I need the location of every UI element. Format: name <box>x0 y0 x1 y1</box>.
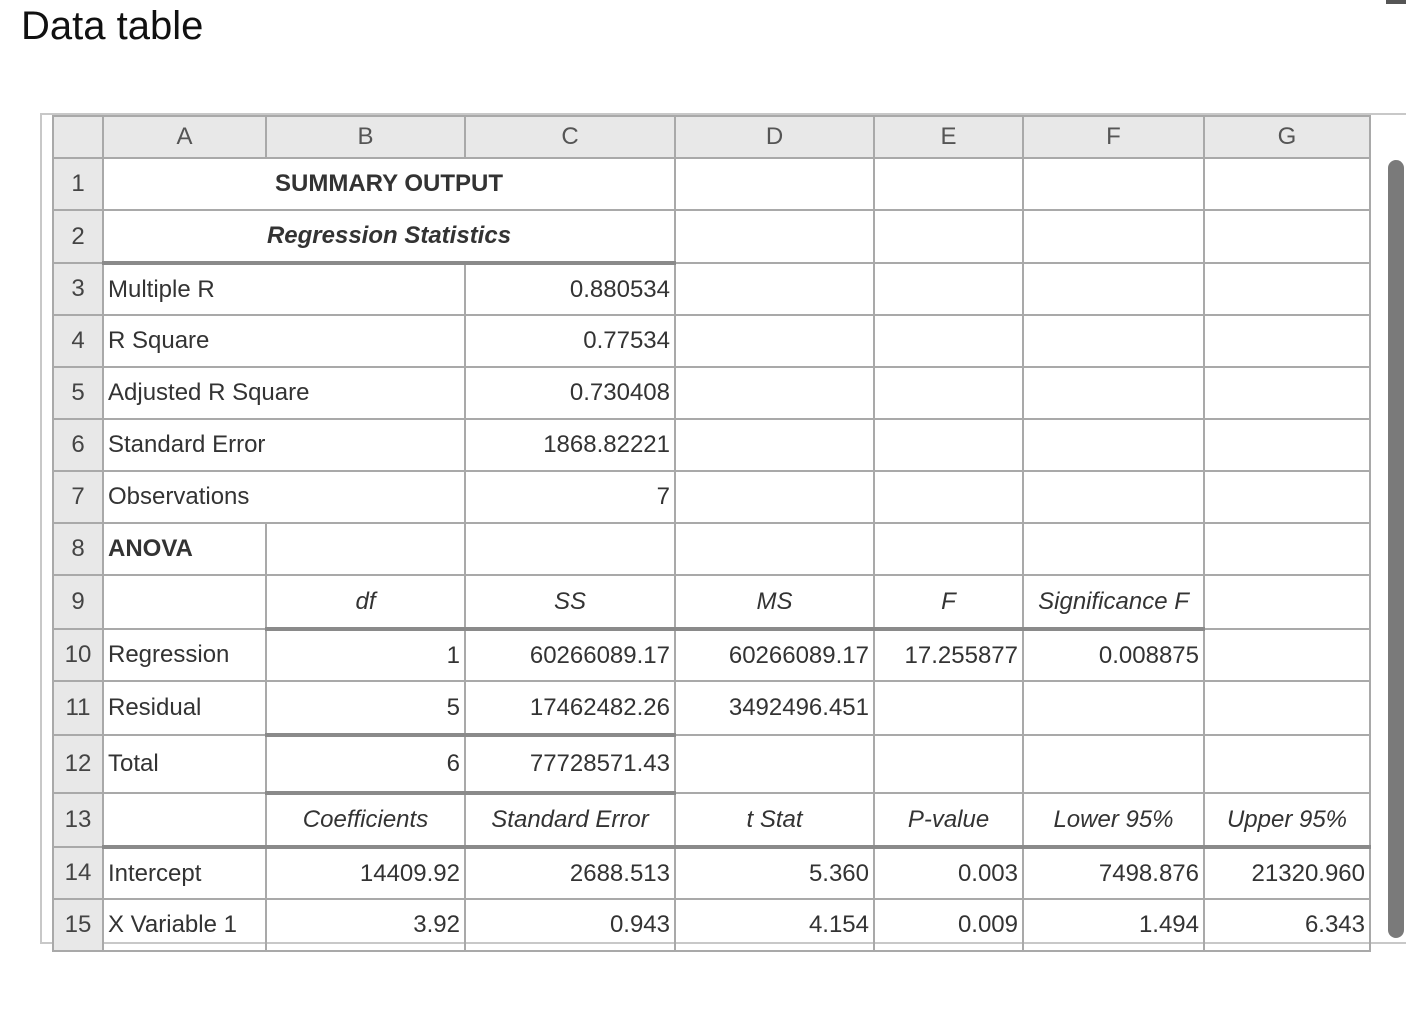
column-header-f[interactable]: F <box>1023 116 1204 158</box>
row-number: 10 <box>53 629 103 681</box>
anova-f <box>874 681 1023 735</box>
page-title: Data table <box>21 4 204 48</box>
table-row <box>53 899 1370 951</box>
cell[interactable] <box>675 471 874 523</box>
table-row <box>53 629 1370 681</box>
coef-p-value: 0.003 <box>874 847 1023 899</box>
coef-t-stat: 4.154 <box>675 899 874 951</box>
stat-value: 1868.82221 <box>465 419 675 471</box>
corner-cell <box>53 116 103 158</box>
cell[interactable] <box>103 793 266 847</box>
cell[interactable] <box>1204 735 1370 793</box>
column-header-b[interactable]: B <box>266 116 465 158</box>
coef-row-label: X Variable 1 <box>103 899 266 951</box>
cell[interactable] <box>103 575 266 629</box>
anova-ss: 60266089.17 <box>465 629 675 681</box>
row-number: 14 <box>53 847 103 899</box>
anova-df: 5 <box>266 681 465 735</box>
cell[interactable] <box>675 158 874 210</box>
row-number: 15 <box>53 899 103 951</box>
stat-label: Observations <box>103 471 465 523</box>
anova-row-label: Regression <box>103 629 266 681</box>
cell[interactable] <box>874 263 1023 315</box>
table-row <box>53 575 1370 629</box>
cell[interactable] <box>1204 629 1370 681</box>
anova-row-label: Residual <box>103 681 266 735</box>
stat-label: Multiple R <box>103 263 465 315</box>
row-number: 4 <box>53 315 103 367</box>
column-header-e[interactable]: E <box>874 116 1023 158</box>
coef-row-label: Intercept <box>103 847 266 899</box>
stat-value: 0.730408 <box>465 367 675 419</box>
anova-row-label: Total <box>103 735 266 793</box>
cell[interactable] <box>1023 367 1204 419</box>
cell[interactable] <box>1023 210 1204 263</box>
anova-df: 6 <box>266 735 465 793</box>
row-number: 11 <box>53 681 103 735</box>
table-row <box>53 315 1370 367</box>
anova-ss: 17462482.26 <box>465 681 675 735</box>
row-number: 5 <box>53 367 103 419</box>
coef-header-t-stat: t Stat <box>675 793 874 847</box>
row-number: 2 <box>53 210 103 263</box>
stat-label: Standard Error <box>103 419 465 471</box>
table-row <box>53 523 1370 575</box>
column-header-c[interactable]: C <box>465 116 675 158</box>
cell[interactable] <box>675 419 874 471</box>
coef-value: 3.92 <box>266 899 465 951</box>
cell[interactable] <box>1023 315 1204 367</box>
anova-df: 1 <box>266 629 465 681</box>
row-number: 1 <box>53 158 103 210</box>
anova-ms <box>675 735 874 793</box>
stat-value: 0.77534 <box>465 315 675 367</box>
coef-lower-95: 7498.876 <box>1023 847 1204 899</box>
anova-ms: 60266089.17 <box>675 629 874 681</box>
cell[interactable] <box>874 523 1023 575</box>
anova-significance-f <box>1023 681 1204 735</box>
row-number: 9 <box>53 575 103 629</box>
anova-f <box>874 735 1023 793</box>
table-row <box>53 735 1370 793</box>
cell[interactable] <box>675 367 874 419</box>
cell[interactable] <box>1204 158 1370 210</box>
coef-header-lower-95: Lower 95% <box>1023 793 1204 847</box>
anova-header-ss: SS <box>465 575 675 629</box>
coef-t-stat: 5.360 <box>675 847 874 899</box>
anova-ss: 77728571.43 <box>465 735 675 793</box>
coef-header-coefficients: Coefficients <box>266 793 465 847</box>
cell[interactable] <box>1204 419 1370 471</box>
cell[interactable] <box>675 263 874 315</box>
table-row <box>53 263 1370 315</box>
table-row <box>53 681 1370 735</box>
stat-label: R Square <box>103 315 465 367</box>
cell[interactable] <box>1204 210 1370 263</box>
cell[interactable] <box>874 315 1023 367</box>
anova-header-significance-f: Significance F <box>1023 575 1204 629</box>
anova-f: 17.255877 <box>874 629 1023 681</box>
cell[interactable] <box>874 367 1023 419</box>
spreadsheet-table <box>52 115 1371 952</box>
anova-significance-f: 0.008875 <box>1023 629 1204 681</box>
coef-standard-error: 0.943 <box>465 899 675 951</box>
stat-label: Adjusted R Square <box>103 367 465 419</box>
cell[interactable] <box>675 315 874 367</box>
row-number: 6 <box>53 419 103 471</box>
regression-statistics-heading: Regression Statistics <box>103 210 675 263</box>
cell[interactable] <box>874 471 1023 523</box>
cell[interactable] <box>1023 523 1204 575</box>
summary-heading: SUMMARY OUTPUT <box>103 158 675 210</box>
row-number: 3 <box>53 263 103 315</box>
anova-header-ms: MS <box>675 575 874 629</box>
row-number: 7 <box>53 471 103 523</box>
row-number: 13 <box>53 793 103 847</box>
coef-lower-95: 1.494 <box>1023 899 1204 951</box>
coef-header-upper-95: Upper 95% <box>1204 793 1370 847</box>
column-header-g[interactable]: G <box>1204 116 1370 158</box>
anova-ms: 3492496.451 <box>675 681 874 735</box>
cell[interactable] <box>1204 263 1370 315</box>
anova-header-f: F <box>874 575 1023 629</box>
anova-header-df: df <box>266 575 465 629</box>
table-row <box>53 847 1370 899</box>
stat-value: 7 <box>465 471 675 523</box>
stat-value: 0.880534 <box>465 263 675 315</box>
coef-standard-error: 2688.513 <box>465 847 675 899</box>
table-row <box>53 210 1370 263</box>
coef-p-value: 0.009 <box>874 899 1023 951</box>
cell[interactable] <box>675 210 874 263</box>
coef-upper-95: 6.343 <box>1204 899 1370 951</box>
cell[interactable] <box>1204 367 1370 419</box>
cell[interactable] <box>1204 523 1370 575</box>
table-row <box>53 419 1370 471</box>
coef-header-standard-error: Standard Error <box>465 793 675 847</box>
table-row <box>53 367 1370 419</box>
table-row <box>53 158 1370 210</box>
cell[interactable] <box>1023 158 1204 210</box>
cell[interactable] <box>1023 419 1204 471</box>
anova-heading: ANOVA <box>103 523 266 575</box>
column-header-a[interactable]: A <box>103 116 266 158</box>
cell[interactable] <box>266 523 465 575</box>
close-mark <box>1386 0 1406 4</box>
cell[interactable] <box>1204 315 1370 367</box>
scrollbar-thumb[interactable] <box>1388 160 1404 938</box>
coef-value: 14409.92 <box>266 847 465 899</box>
cell[interactable] <box>1204 575 1370 629</box>
cell[interactable] <box>675 523 874 575</box>
row-number: 12 <box>53 735 103 793</box>
cell[interactable] <box>1204 681 1370 735</box>
cell[interactable] <box>874 419 1023 471</box>
column-header-row <box>53 116 1370 158</box>
table-row <box>53 793 1370 847</box>
cell[interactable] <box>874 210 1023 263</box>
cell[interactable] <box>874 158 1023 210</box>
column-header-d[interactable]: D <box>675 116 874 158</box>
cell[interactable] <box>1023 471 1204 523</box>
cell[interactable] <box>465 523 675 575</box>
cell[interactable] <box>1204 471 1370 523</box>
coef-upper-95: 21320.960 <box>1204 847 1370 899</box>
table-row <box>53 471 1370 523</box>
coef-header-p-value: P-value <box>874 793 1023 847</box>
row-number: 8 <box>53 523 103 575</box>
cell[interactable] <box>1023 263 1204 315</box>
anova-significance-f <box>1023 735 1204 793</box>
